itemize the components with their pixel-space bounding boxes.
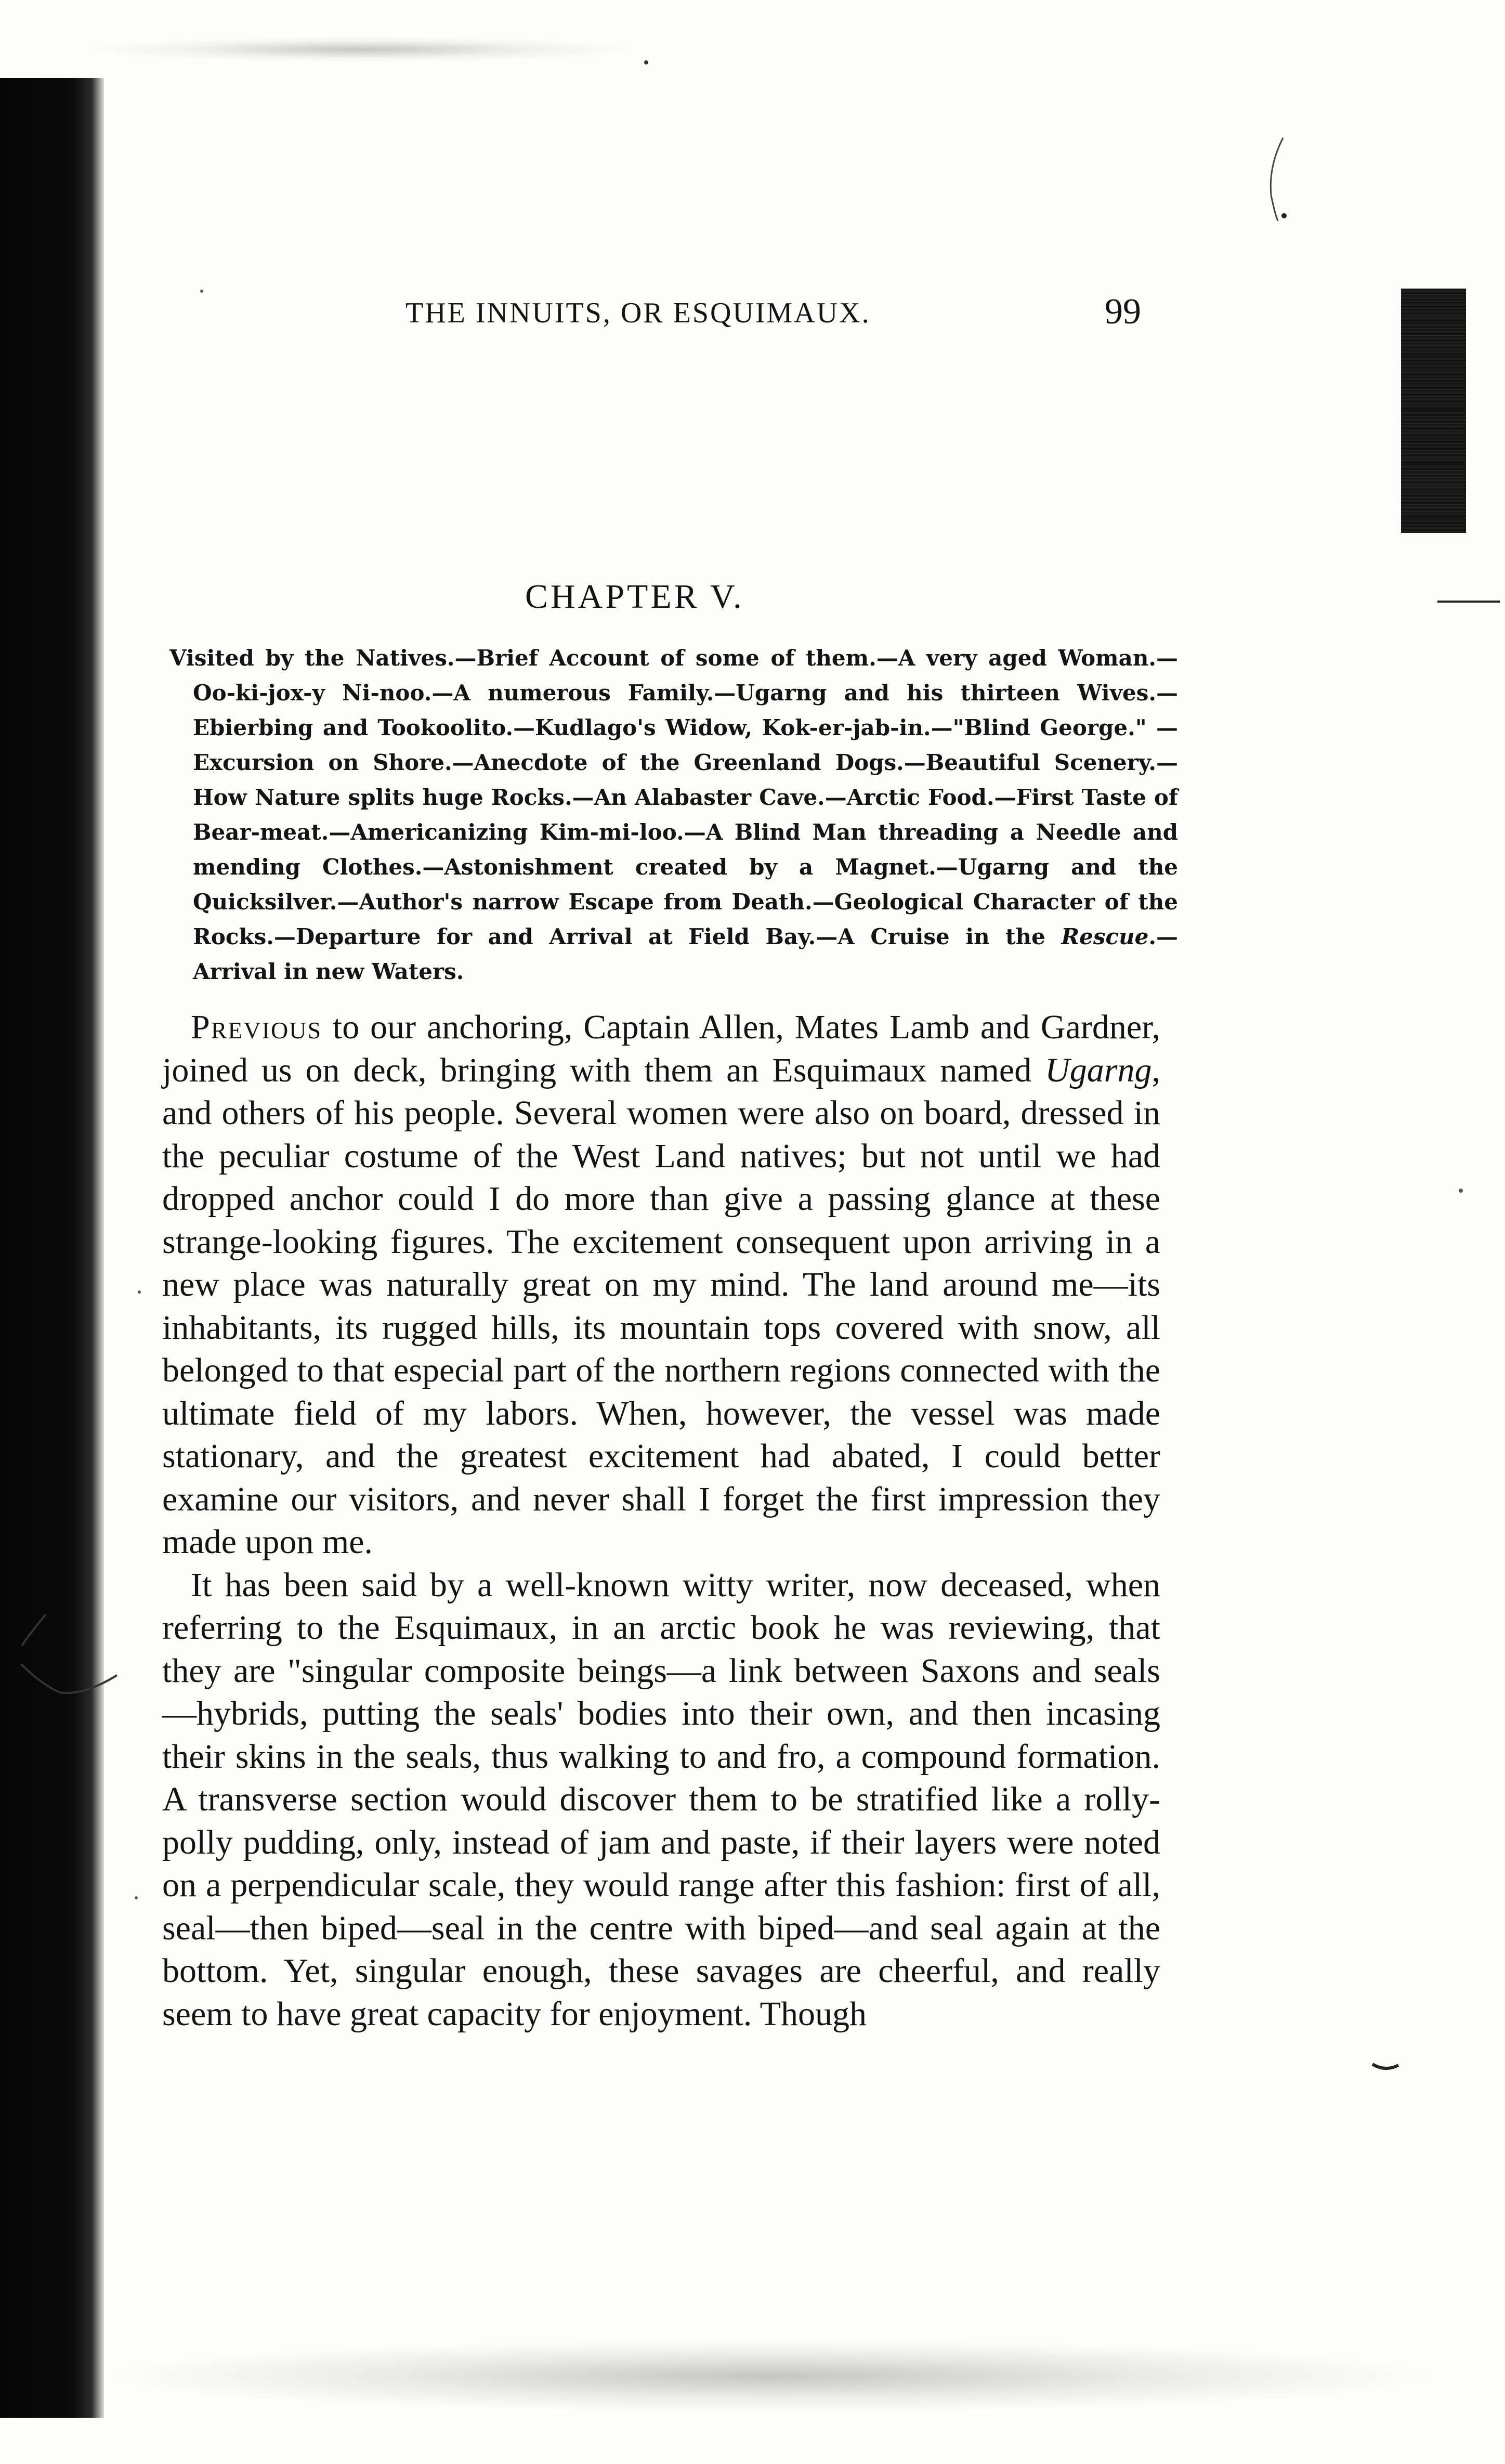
paragraph-1-text-a: to our anchoring, Captain Allen, Mates Lamb and Gardner, joined us on deck, bringing with them an Esquimaux named: [162, 1008, 1160, 1089]
paragraph-1-italic-name: Ugarng: [1045, 1051, 1152, 1089]
synopsis-ship-name: Rescue: [1061, 924, 1149, 949]
chapter-synopsis: [169, 641, 1178, 989]
body-text: [162, 1006, 1160, 2036]
top-right-pencil-mark: [1271, 138, 1283, 221]
chapter-heading: CHAPTER V.: [525, 578, 744, 616]
synopsis-text: Visited by the Natives.—Brief Account of some of them.—A very aged Woman.—Oo-ki-jox-y Ni-noo.—A numerous Family.—Ugarng and his thirteen Wives.—Ebierbing and Tookoolito.—Kudlago's Widow, Kok-er-jab-in.—"Blind George." —Excursion on Shore.—Anecdote of the Greenland Dogs.—Beautiful Scenery.—How Nature splits huge Rocks.—An Alabaster Cave.—Arctic Food.—First Taste of Bear-meat.—Americanizing Kim-mi-loo.—A Blind Man threading a Needle and mending Clothes.—Astonishment created by a Magnet.—Ugarng and the Quicksilver.—Author's narrow Escape from Death.—Geological Character of the Rocks.—Departure for and Arrival at Field Bay.—A Cruise in the: [169, 645, 1178, 949]
synopsis-text-end: .—Arrival in new Waters.: [193, 924, 1178, 984]
running-header-title: THE INNUITS, OR ESQUIMAUX.: [405, 297, 871, 329]
synopsis-paragraph: [169, 641, 1178, 989]
body-paragraph-2: It has been said by a well-known witty writer, now deceased, when referring to the Esquimaux, in an arctic book he was reviewing, that they are "singular composite beings—a link between Saxons and seals—hybrids, putting the seals' bodies into their own, and then incasing their skins in the seals, thus walking to and fro, a compound formation. A transverse section would discover them to be stratified like a rolly-polly pudding, only, instead of jam and paste, if their layers were noted on a perpendicular scale, they would range after this fashion: first of all, seal—then biped—seal in the centre with biped—and seal again at the bottom. Yet, singular enough, these savages are cheerful, and really seem to have great capacity for enjoyment. Though: [162, 1566, 1160, 2033]
paragraph-1-text-b: , and others of his people. Several women were also on board, dressed in the peculiar costume of the West Land natives; but not until we had dropped anchor could I do more than give a passing glance at these strange-looking figures. The excitement consequent upon arriving in a new place was naturally great on my mind. The land around me—its inhabitants, its rugged hills, its mountain tops covered with snow, all belonged to that especial part of the northern regions connected with the ultimate field of my labors. When, however, the vessel was made stationary, and the greatest excitement had abated, I could better examine our visitors, and never shall I forget the first impression they made upon me.: [162, 1051, 1160, 1561]
body-paragraph-1: [162, 1006, 1160, 1564]
bottom-right-check-mark: [1372, 2064, 1398, 2068]
page-number: 99: [1105, 292, 1141, 332]
pencil-bracket-mark: [21, 1614, 117, 1693]
paragraph-lead-word: Previous: [191, 1008, 322, 1046]
